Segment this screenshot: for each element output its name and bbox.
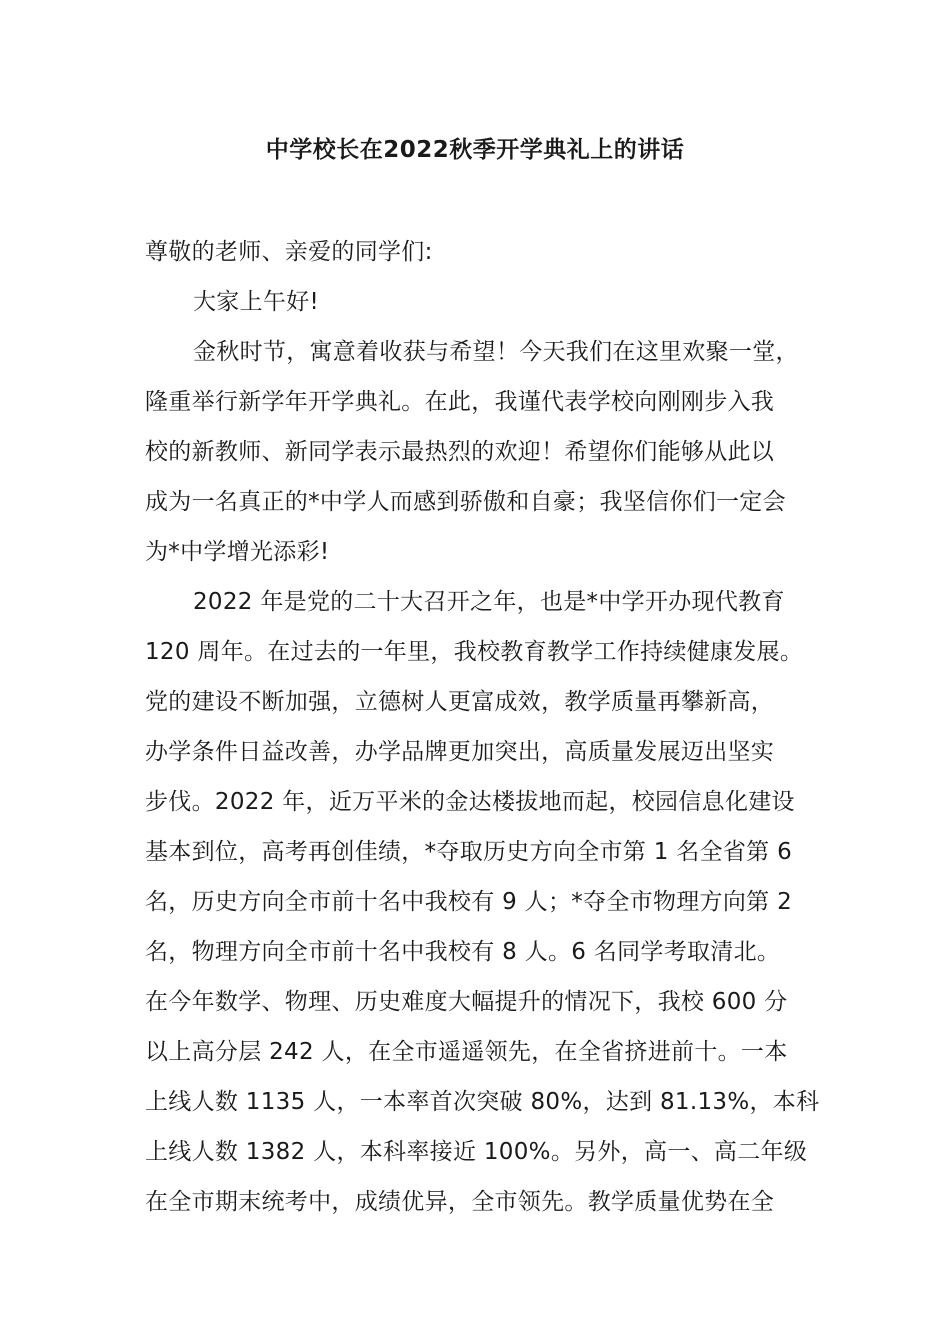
paragraph-line: 党的建设不断加强，立德树人更富成效，教学质量再攀新高，	[145, 689, 775, 715]
paragraph-line: 上线人数 1382 人，本科率接近 100%。另外，高一、高二年级	[145, 1139, 808, 1165]
page-title: 中学校长在2022秋季开学典礼上的讲话	[265, 137, 685, 163]
greeting-line: 大家上午好!	[193, 289, 320, 315]
paragraph-line: 2022 年是党的二十大召开之年，也是*中学开办现代教育	[193, 589, 785, 615]
paragraph-line: 步伐。2022 年，近万平米的金达楼拔地而起，校园信息化建设	[145, 789, 795, 815]
paragraph-line: 隆重举行新学年开学典礼。在此，我谨代表学校向刚刚步入我	[145, 389, 775, 415]
paragraph-line: 120 周年。在过去的一年里，我校教育教学工作持续健康发展。	[145, 639, 804, 665]
paragraph-line: 办学条件日益改善，办学品牌更加突出，高质量发展迈出坚实	[145, 739, 775, 765]
paragraph-line: 在今年数学、物理、历史难度大幅提升的情况下，我校 600 分	[145, 989, 788, 1015]
paragraph-line: 为*中学增光添彩!	[145, 539, 330, 565]
paragraph-line: 在全市期末统考中，成绩优异，全市领先。教学质量优势在全	[145, 1189, 775, 1215]
paragraph-line: 校的新教师、新同学表示最热烈的欢迎！希望你们能够从此以	[145, 439, 775, 465]
paragraph-line: 基本到位，高考再创佳绩，*夺取历史方向全市第 1 名全省第 6	[145, 839, 792, 865]
paragraph-line: 名，物理方向全市前十名中我校有 8 人。6 名同学考取清北。	[145, 939, 781, 965]
paragraph-line: 上线人数 1135 人，一本率首次突破 80%，达到 81.13%，本科	[145, 1089, 820, 1115]
paragraph-line: 以上高分层 242 人，在全市遥遥领先，在全省挤进前十。一本	[145, 1039, 788, 1065]
paragraph-line: 成为一名真正的*中学人而感到骄傲和自豪；我坚信你们一定会	[145, 489, 786, 515]
salutation-line: 尊敬的老师、亲爱的同学们:	[145, 239, 433, 265]
speech-body	[145, 227, 820, 1227]
paragraph-line: 金秋时节，寓意着收获与希望！今天我们在这里欢聚一堂，	[193, 339, 799, 365]
paragraph-line: 名，历史方向全市前十名中我校有 9 人；*夺全市物理方向第 2	[145, 889, 792, 915]
